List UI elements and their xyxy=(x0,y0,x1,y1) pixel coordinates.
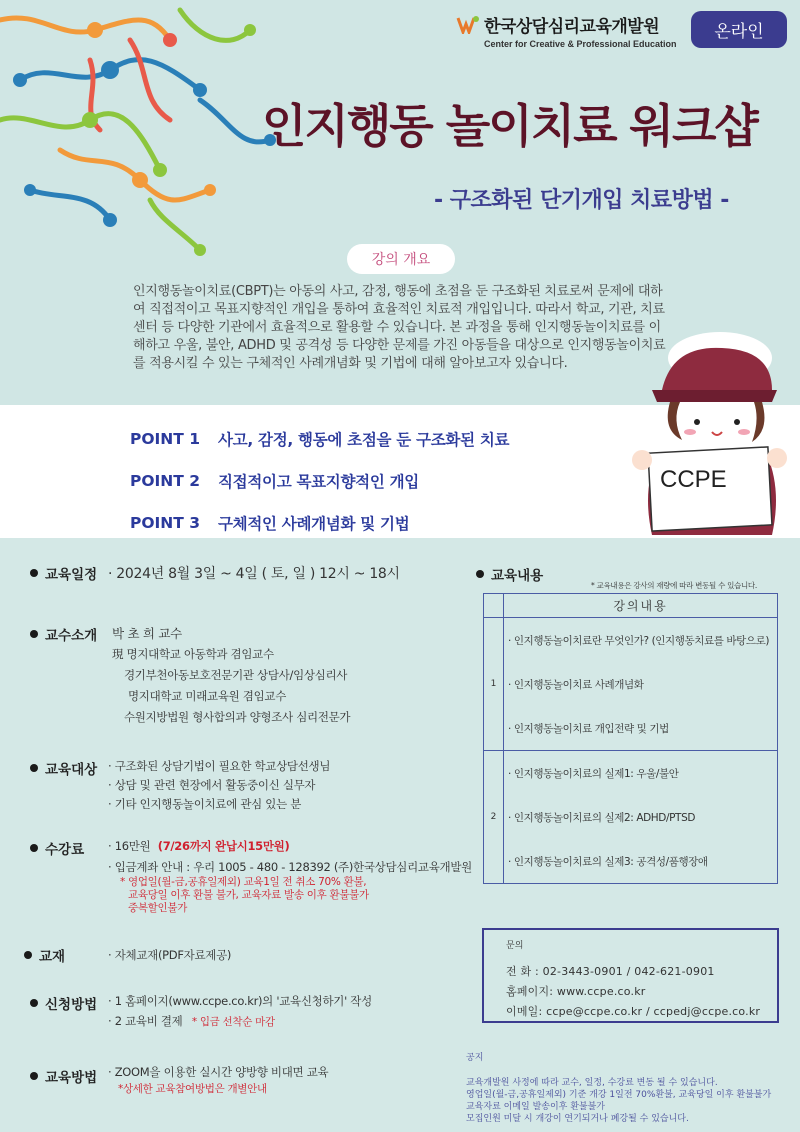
fee-price-text: · 16만원 xyxy=(108,839,151,853)
instructor-name: 박 초 희 교수 xyxy=(112,626,182,641)
method-heading xyxy=(30,1066,97,1086)
bullet-icon xyxy=(30,764,38,772)
point-label: POINT 3 xyxy=(130,514,201,532)
bullet-icon xyxy=(30,999,38,1007)
brand-logo-icon xyxy=(456,14,480,34)
course-table-header-label: 강의내용 xyxy=(613,599,668,613)
schedule-heading xyxy=(30,563,97,583)
point-text: 구체적인 사례개념화 및 기법 xyxy=(218,515,410,533)
notice-line: 모집인원 미달 시 개강이 연기되거나 폐강될 수 있습니다. xyxy=(466,1114,689,1124)
contact-phone[interactable]: 전 화 : 02-3443-0901 / 042-621-0901 xyxy=(506,965,715,978)
method-line: · ZOOM을 이용한 실시간 양방향 비대면 교육 xyxy=(108,1065,329,1079)
table-row xyxy=(484,751,777,883)
brand-name-en: Center for Creative & Professional Education xyxy=(484,39,677,49)
fee-heading xyxy=(30,838,84,858)
point-label: POINT 2 xyxy=(130,472,201,490)
apply-payment: · 2 교육비 결제 xyxy=(108,1014,183,1028)
course-table xyxy=(483,593,778,884)
course-table-header xyxy=(484,594,777,618)
instructor-heading xyxy=(30,624,97,644)
fee-account: · 입금계좌 안내 : 우리 1005 - 480 - 128392 (주)한국상담심리교육개발원 xyxy=(108,860,472,874)
bullet-icon xyxy=(30,630,38,638)
contact-title: 문의 xyxy=(506,941,524,951)
network-decoration-icon xyxy=(0,0,300,260)
point-text: 직접적이고 목표지향적인 개입 xyxy=(218,473,419,491)
online-badge: 온라인 xyxy=(691,11,787,48)
textbook-label: 교재 xyxy=(39,949,66,965)
instructor-line: 경기부천아동보호전문기관 상담사/임상심리사 xyxy=(124,668,348,682)
target-line: · 상담 및 관련 현장에서 활동중이신 실무자 xyxy=(108,778,316,792)
page-subtitle: - 구조화된 단기개입 치료방법 - xyxy=(434,188,729,213)
bullet-icon xyxy=(24,951,32,959)
point-text: 사고, 감정, 행동에 초점을 둔 구조화된 치료 xyxy=(218,431,510,449)
fee-refund-line: * 영업일(월-금,공휴일제외) 교육1일 전 취소 70% 환불, xyxy=(120,876,367,888)
textbook-heading xyxy=(24,945,65,965)
instructor-label: 교수소개 xyxy=(45,628,98,644)
bullet-icon xyxy=(30,1072,38,1080)
target-heading xyxy=(30,758,97,778)
instructor-line: 명지대학교 미래교육원 겸임교수 xyxy=(128,689,287,703)
course-item: · 인지행동놀이치료 개입전략 및 기법 xyxy=(508,722,669,735)
course-item: · 인지행동놀이치료란 무엇인가? (인지행동치료를 바탕으로) xyxy=(508,634,770,647)
point-label: POINT 1 xyxy=(130,430,201,448)
bullet-icon xyxy=(476,570,484,578)
notice-title: 공지 xyxy=(466,1053,484,1063)
bullet-icon xyxy=(30,569,38,577)
bullet-icon xyxy=(30,844,38,852)
row-index: 2 xyxy=(484,751,504,883)
course-item: · 인지행동놀이치료의 실제1: 우울/불안 xyxy=(508,767,679,780)
method-label: 교육방법 xyxy=(45,1070,98,1086)
mascot-sign-text: CCPE xyxy=(660,466,727,493)
fee-early-discount: (7/26까지 완납시15만원) xyxy=(157,839,290,853)
apply-line-1: · 1 홈페이지(www.ccpe.co.kr)의 '교육신청하기' 작성 xyxy=(108,994,372,1008)
course-item: · 인지행동놀이치료 사례개념화 xyxy=(508,678,644,691)
content-label: 교육내용 xyxy=(491,568,544,584)
apply-deadline-note: * 입금 선착순 마감 xyxy=(191,1016,275,1028)
schedule-value: · 2024년 8월 3일 ~ 4일 ( 토, 일 ) 12시 ~ 18시 xyxy=(108,566,400,582)
brand xyxy=(456,12,677,49)
content-heading xyxy=(476,564,543,584)
textbook-value: · 자체교재(PDF자료제공) xyxy=(108,948,232,962)
points-list xyxy=(130,418,509,544)
notice-line: 교육자료 이메일 발송이후 환불불가 xyxy=(466,1102,605,1112)
apply-label: 신청방법 xyxy=(45,997,98,1013)
overview-text: 인지행동놀이치료(CBPT)는 아동의 사고, 감정, 행동에 초점을 둔 구조화된 치료로써 문제에 대하여 직접적이고 목표지향적인 개입을 통하여 효율적인 치료적 개입입니다. 따라서 학교, 기관, 치료센터 등 다양한 기관에서 효율적으로 활용할 수 있습니다. 본 과정을 통해 인지행동놀이치료를 이해하고 우울, 불안, ADHD 및 공격성 등 다양한 문제를 가진 아동들을 대상으로 인지행동놀이치료를 적용시킬 수 있는 구체적인 사례개념화 및 기법에 대해 알아보고자 있습니다. xyxy=(133,284,666,371)
notice xyxy=(466,1052,800,1125)
table-row xyxy=(484,618,777,751)
apply-line-2 xyxy=(108,1013,275,1029)
course-item: · 인지행동놀이치료의 실제3: 공격성/품행장애 xyxy=(508,855,708,868)
instructor-line: 수원지방법원 형사합의과 양형조사 심리전문가 xyxy=(124,710,351,724)
overview-label: 강의 개요 xyxy=(347,244,455,274)
fee-price xyxy=(108,838,289,854)
notice-line: 영업일(월-금,공휴일제외) 기준 개강 1일전 70%환불, 교육당일 이후 환불불가 xyxy=(466,1090,772,1100)
contact-email[interactable]: 이메일: ccpe@ccpe.co.kr / ccpedj@ccpe.co.kr xyxy=(506,1005,761,1018)
notice-line: 교육개발원 사정에 따라 교수, 일정, 수강료 변동 될 수 있습니다. xyxy=(466,1078,718,1088)
apply-heading xyxy=(30,993,97,1013)
fee-refund-line: 중복할인불가 xyxy=(128,902,188,914)
contact-box xyxy=(482,928,779,1023)
page-title: 인지행동 놀이치료 워크샵 xyxy=(262,99,757,153)
instructor-line: 現 명지대학교 아동학과 겸임교수 xyxy=(112,647,274,661)
target-line: · 구조화된 상담기법이 필요한 학교상담선생님 xyxy=(108,759,331,773)
target-label: 교육대상 xyxy=(45,762,98,778)
course-item: · 인지행동놀이치료의 실제2: ADHD/PTSD xyxy=(508,811,696,824)
row-index: 1 xyxy=(484,618,504,750)
schedule-label: 교육일정 xyxy=(45,567,98,583)
method-note: *상세한 교육참여방법은 개별안내 xyxy=(118,1083,267,1095)
contact-website[interactable]: 홈페이지: www.ccpe.co.kr xyxy=(506,985,646,998)
content-note: * 교육내용은 강사의 재량에 따라 변동될 수 있습니다. xyxy=(591,581,757,590)
fee-refund-line: 교육당일 이후 환불 불가, 교육자료 발송 이후 환불불가 xyxy=(128,889,369,901)
target-line: · 기타 인지행동놀이치료에 관심 있는 분 xyxy=(108,797,302,811)
brand-name: 한국상담심리교육개발원 xyxy=(484,17,660,37)
point-item xyxy=(130,418,509,460)
fee-label: 수강료 xyxy=(45,842,85,858)
mascot-illustration-icon xyxy=(612,330,800,535)
point-item xyxy=(130,502,509,544)
point-item xyxy=(130,460,509,502)
